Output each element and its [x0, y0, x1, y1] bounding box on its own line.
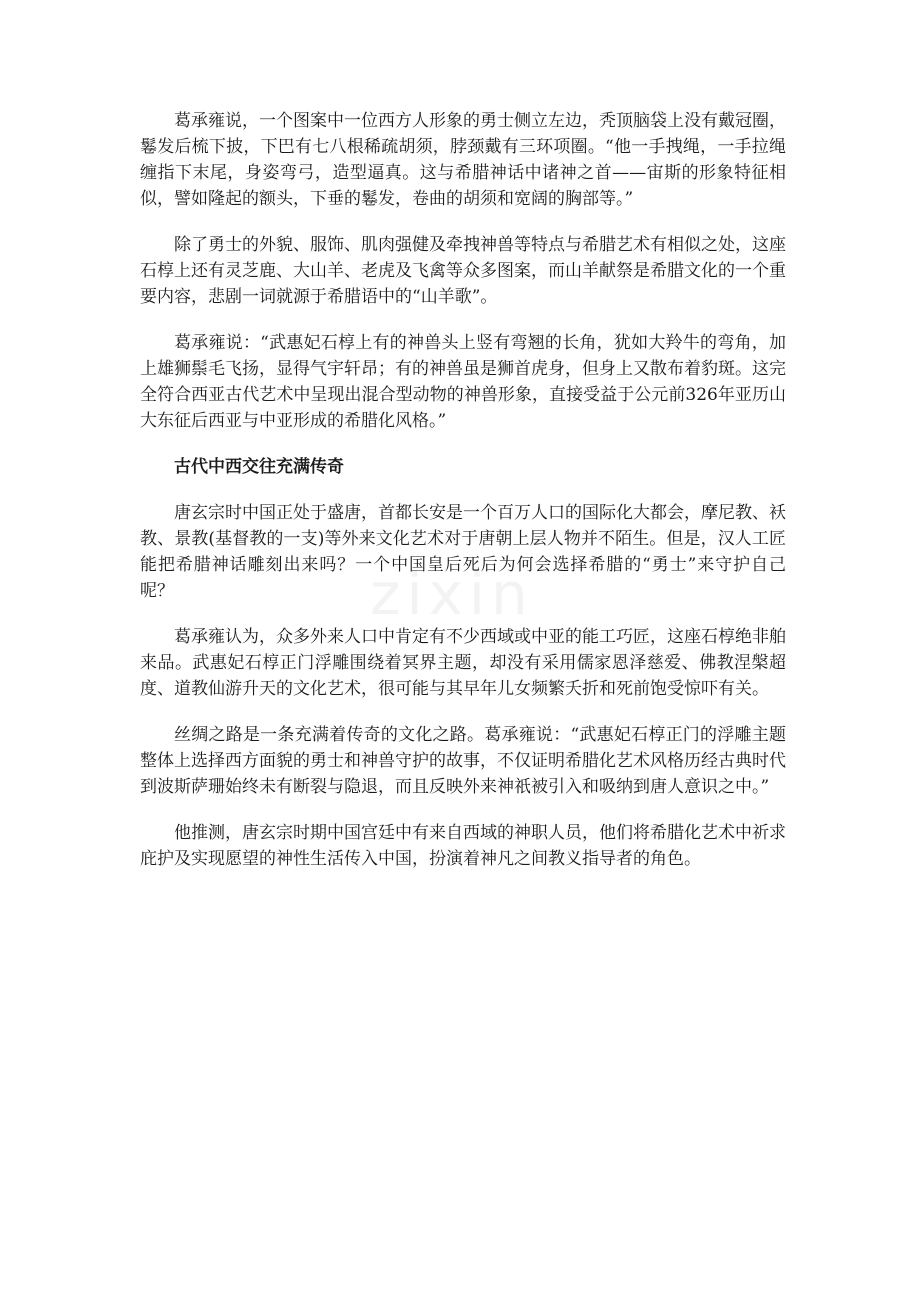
watermark: zixin [370, 560, 534, 628]
paragraph-4: 唐玄宗时中国正处于盛唐，首都长安是一个百万人口的国际化大都会，摩尼教、袄教、景教(基督教的一支)等外来文化艺术对于唐朝上层人物并不陌生。但是，汉人工匠能把希腊神话雕刻出来吗？一个中国皇后死后为何会选择希腊的“勇士”来守护自己呢？ [140, 503, 786, 601]
paragraph-3: 葛承雍说：“武惠妃石椁上有的神兽头上竖有弯翘的长角，犹如大羚牛的弯角，加上雄狮鬃毛飞扬，显得气宇轩昂；有的神兽虽是狮首虎身，但身上又散布着豹斑。这完全符合西亚古代艺术中呈现出混合型动物的神兽形象，直接受益于公元前326年亚历山大东征后西亚与中亚形成的希腊化风格。” [140, 333, 786, 431]
section-heading: 古代中西交往充满传奇 [174, 457, 344, 477]
document-body [140, 108, 786, 892]
paragraph-2: 除了勇士的外貌、服饰、肌肉强健及牵拽神兽等特点与希腊艺术有相似之处，这座石椁上还有灵芝鹿、大山羊、老虎及飞禽等众多图案，而山羊献祭是希腊文化的一个重要内容，悲剧一词就源于希腊语中的“山羊歌”。 [140, 235, 786, 307]
paragraph-1: 葛承雍说，一个图案中一位西方人形象的勇士侧立左边，秃顶脑袋上没有戴冠圈，鬈发后梳下披，下巴有七八根稀疏胡须，脖颈戴有三环项圈。“他一手拽绳，一手拉绳缠指下末尾，身姿弯弓，造型逼真。这与希腊神话中诸神之首——宙斯的形象特征相似，譬如隆起的额头，下垂的鬈发，卷曲的胡须和宽阔的胸部等。” [140, 111, 786, 209]
paragraph-7: 他推测，唐玄宗时期中国宫廷中有来自西域的神职人员，他们将希腊化艺术中祈求庇护及实现愿望的神性生活传入中国，扮演着神凡之间教义指导者的角色。 [140, 823, 786, 869]
paragraph-5: 葛承雍认为，众多外来人口中肯定有不少西域或中亚的能工巧匠，这座石椁绝非舶来品。武惠妃石椁正门浮雕围绕着冥界主题，却没有采用儒家恩泽慈爱、佛教涅槃超度、道教仙游升天的文化艺术，很可能与其早年儿女频繁夭折和死前饱受惊吓有关。 [140, 627, 786, 699]
paragraph-6: 丝绸之路是一条充满着传奇的文化之路。葛承雍说：“武惠妃石椁正门的浮雕主题整体上选择西方面貌的勇士和神兽守护的故事，不仅证明希腊化艺术风格历经古典时代到波斯萨珊始终未有断裂与隐退，而且反映外来神祇被引入和吸纳到唐人意识之中。” [140, 725, 786, 797]
